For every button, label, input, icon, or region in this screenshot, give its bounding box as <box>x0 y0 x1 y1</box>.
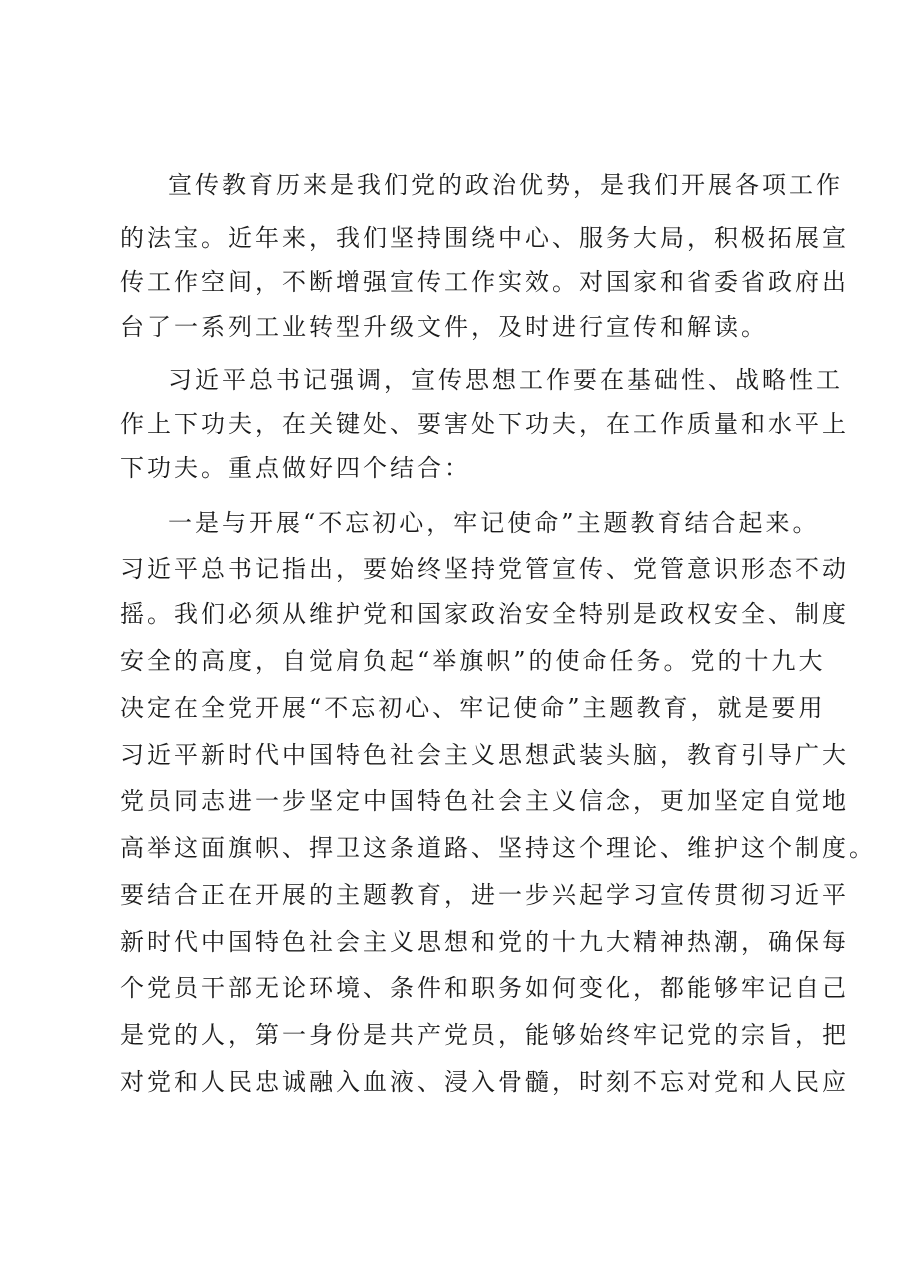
paragraph-3-line-6: 习近平新时代中国特色社会主义思想武装头脑，教育引导广大 <box>120 741 849 769</box>
paragraph-3-line-13: 对党和人民忠诚融入血液、浸入骨髓，时刻不忘对党和人民应 <box>120 1068 849 1096</box>
paragraph-2-line-2: 作上下功夫，在关键处、要害处下功夫，在工作质量和水平上 <box>120 410 849 438</box>
paragraph-2-line-3: 下功夫。重点做好四个结合： <box>120 454 471 482</box>
paragraph-3-line-4: 安全的高度，自觉肩负起“举旗帜”的使命任务。党的十九大 <box>120 647 826 675</box>
paragraph-1-line-2: 的法宝。近年来，我们坚持围绕中心、服务大局，积极拓展宣 <box>120 224 849 252</box>
paragraph-3-line-2: 习近平总书记指出，要始终坚持党管宣传、党管意识形态不动 <box>120 555 849 583</box>
paragraph-3-line-5: 决定在全党开展“不忘初心、牢记使命”主题教育，就是要用 <box>120 694 826 722</box>
paragraph-3-line-12: 是党的人，第一身份是共产党员，能够始终牢记党的宗旨，把 <box>120 1021 849 1049</box>
paragraph-1-line-1: 宣传教育历来是我们党的政治优势，是我们开展各项工作 <box>168 171 843 199</box>
paragraph-3-line-7: 党员同志进一步坚定中国特色社会主义信念，更加坚定自觉地 <box>120 787 849 815</box>
paragraph-3-line-11: 个党员干部无论环境、条件和职务如何变化，都能够牢记自己 <box>120 974 849 1002</box>
paragraph-3-line-3: 摇。我们必须从维护党和国家政治安全特别是政权安全、制度 <box>120 600 849 628</box>
paragraph-3-line-9: 要结合正在开展的主题教育，进一步兴起学习宣传贯彻习近平 <box>120 881 849 909</box>
paragraph-1-line-3: 传工作空间，不断增强宣传工作实效。对国家和省委省政府出 <box>120 268 849 296</box>
paragraph-2-line-1: 习近平总书记强调，宣传思想工作要在基础性、战略性工 <box>168 366 843 394</box>
paragraph-3-line-1: 一是与开展“不忘初心，牢记使命”主题教育结合起来。 <box>168 509 820 537</box>
paragraph-3-line-8: 高举这面旗帜、捍卫这条道路、坚持这个理论、维护这个制度。 <box>120 834 876 862</box>
paragraph-1-line-4: 台了一系列工业转型升级文件，及时进行宣传和解读。 <box>120 313 768 341</box>
paragraph-3-line-10: 新时代中国特色社会主义思想和党的十九大精神热潮，确保每 <box>120 928 849 956</box>
